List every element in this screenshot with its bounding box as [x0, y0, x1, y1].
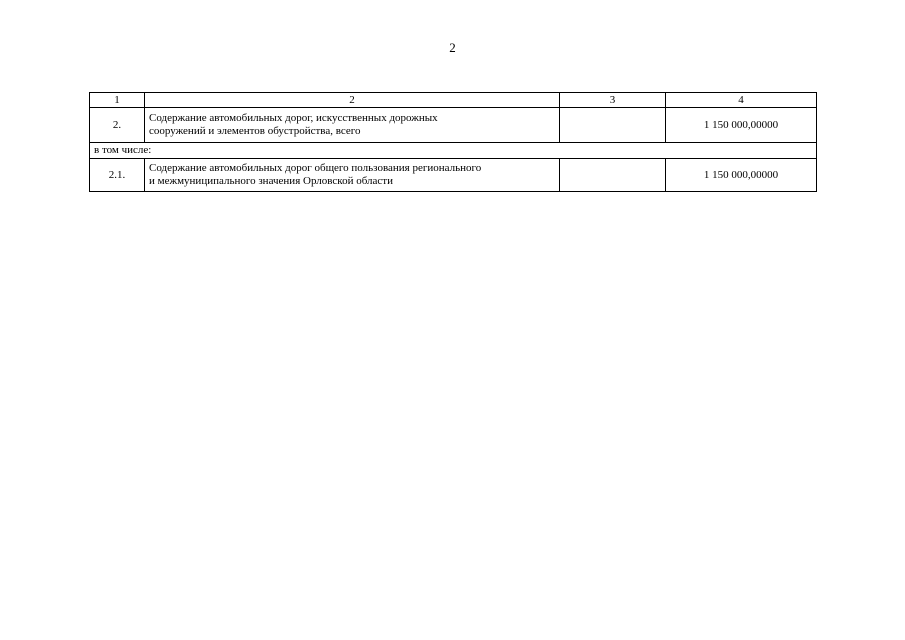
header-col-2: 2: [145, 93, 560, 108]
page-number: 2: [449, 40, 456, 55]
budget-table: [89, 92, 817, 192]
header-col-4: 4: [666, 93, 817, 108]
row-number: 2.: [90, 108, 145, 143]
row-number: 2.1.: [90, 159, 145, 192]
row-description-line: Содержание автомобильных дорог общего пользования регионального: [149, 162, 482, 174]
table-row: [90, 108, 817, 143]
row-description: [145, 159, 560, 192]
row-description-line: сооружений и элементов обустройства, всего: [149, 125, 361, 137]
note-text: в том числе:: [90, 143, 817, 159]
header-col-1: 1: [90, 93, 145, 108]
row-value: 1 150 000,00000: [666, 159, 817, 192]
table-row: [90, 159, 817, 192]
row-col3: [560, 159, 666, 192]
row-col3: [560, 108, 666, 143]
table-note-row: [90, 143, 817, 159]
header-col-3: 3: [560, 93, 666, 108]
table-header-row: [90, 93, 817, 108]
row-description-line: Содержание автомобильных дорог, искусственных дорожных: [149, 112, 438, 124]
row-description-line: и межмуниципального значения Орловской области: [149, 175, 393, 187]
row-value: 1 150 000,00000: [666, 108, 817, 143]
row-description: [145, 108, 560, 143]
